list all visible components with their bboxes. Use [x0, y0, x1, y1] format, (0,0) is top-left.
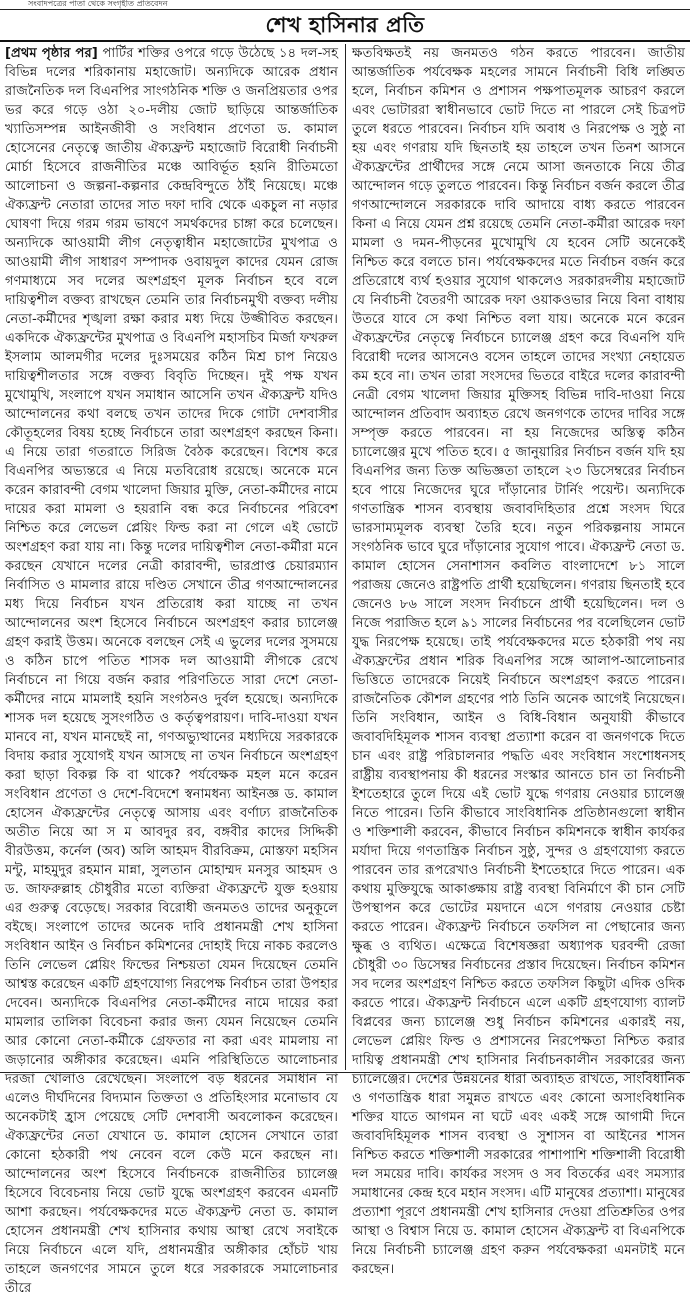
- top-strip-text: সংবাদপত্রের পাতা থেকে সংগৃহীত প্রতিবেদন: [28, 0, 168, 8]
- article-paragraph-left: [5, 44, 338, 1298]
- right-column-text: ক্ষতবিক্ষতই নয় জনমতও গঠন করতে পারবেন। জাতীয় আন্তর্জাতিক পর্যবেক্ষক মহলের সামনে নির্বাচনী বিধি লঙ্ঘিত হলে, নির্বাচন কমিশন ও প্রশাসন পক্ষপাতমূলক আচরণ করলে এবং ভোটাররা স্বাধীনভাবে ভোট দিতে না পারলে সেই চিত্রপট তুলে ধরতে পারবেন। নির্বাচন যদি অবাধ ও নিরপেক্ষ ও সুষ্ঠু না হয় এবং গণরায় যদি ছিনতাই হয় তাহলে তখন তিনশ আসনে ঐক্যফ্রন্টের প্রার্থীদের সঙ্গে নেমে আসা জনতাকে নিয়ে তীব্র আন্দোলন গড়ে তুলতে পারবেন। কিন্তু নির্বাচন বর্জন করলে তীব্র গণআন্দোলনে সরকারকে দাবি আদায়ে বাধ্য করতে পারবেন কিনা এ নিয়ে যেমন প্রশ্ন রয়েছে তেমনি নেতা-কর্মীরা আরেক দফা মামলা ও দমন-পীড়নের মুখোমুখি যে হবেন সেটি অনেকেই নিশ্চিত করে বলতে চান। পর্যবেক্ষকদের মতে নির্বাচন বর্জন করে প্রতিরোধে ব্যর্থ হওয়ার সুযোগ থাকলেও সরকারদলীয় মহাজোট যে নির্বাচনী বৈতরণী আরেক দফা ওয়াকওভার নিয়ে বিনা বাধায় উতরে যাবে সে কথা নিশ্চিত বলা যায়। অনেকে মনে করেন ঐক্যফ্রন্টের নেতৃত্বে নির্বাচনে চ্যালেঞ্জ গ্রহণ করে বিএনপি যদি বিরোধী দলের আসনেও বসেন তাহলে তাদের সংখ্যা নেহায়েত কম হবে না। তখন তারা সংসদের ভিতরে বাইরে দলের কারাবন্দী নেত্রী বেগম খালেদা জিয়ার মুক্তিসহ বিভিন্ন দাবি-দাওয়া নিয়ে আন্দোলন প্রতিবাদ অব্যাহত রেখে জনগণকে তাদের দাবির সঙ্গে সম্পৃক্ত করতে পারবেন। না হয় নিজেদের অস্তিত্ব কঠিন চ্যালেঞ্জের মুখে পতিত হবে। ৫ জানুয়ারির নির্বাচন বর্জন যদি হয় বিএনপির জন্য তিক্ত অভিজ্ঞতা তাহলে ২৩ ডিসেম্বরের নির্বাচন হবে পায়ে নিজেদের ঘুরে দাঁড়ানোর টার্নিং পয়েন্ট। অন্যদিকে গণতান্ত্রিক শাসন ব্যবস্থায় জবাবদিহিতার প্রশ্নে সংসদ ঘিরে ভারসাম্যমূলক ব্যবস্থা তৈরি হবে। নতুন পরিকল্পনায় সামনে সংগঠনিক ভাবে ঘুরে দাঁড়ানোর সুযোগ পাবে। ঐক্যফ্রন্ট নেতা ড. কামাল হোসেন সেনাশাসন কবলিত বাংলাদেশে ৮১ সালে পরাজয় জেনেও রাষ্ট্রপতি প্রার্থী হয়েছিলেন। গণরায় ছিনতাই হবে জেনেও ৮৬ সালে সংসদ নির্বাচনে প্রার্থী হয়েছিলেন। দল ও নিজে পরাজিত হলে ৯১ সালের নির্বাচনের পর বলেছিলেন ভোট যুদ্ধ নিরপেক্ষ হয়েছে। তাই পর্যবেক্ষকদের মতে হঠকারী পথ নয় ঐক্যফ্রন্টের প্রধান শরিক বিএনপির সঙ্গে আলাপ-আলোচনার ভিত্তিতে তাদেরকে নিয়েই নির্বাচনে অংশগ্রহণ করতে পারেন। রাজনৈতিক কৌশল গ্রহণের পাঠ তিনি অনেক আগেই নিয়েছেন। তিনি সংবিধান, আইন ও বিধি-বিধান অনুযায়ী কীভাবে জবাবদিহিমূলক শাসন ব্যবস্থা প্রত্যাশা করেন বা জনগণকে দিতে চান এবং রাষ্ট্র পরিচালনার পদ্ধতি এবং সংবিধান সংশোধনসহ রাষ্ট্রীয় ব্যবস্থাপনায় কী ধরনের সংস্কার আনতে চান তা নির্বাচনী ইশতেহারে তুলে দিয়ে এই ভোট যুদ্ধে গণরায় নেওয়ার চ্যালেঞ্জ নিতে পারেন। তিনি কীভাবে সাংবিধানিক প্রতিষ্ঠানগুলো স্বাধীন ও শক্তিশালী করবেন, কীভাবে নির্বাচন কমিশনকে স্বাধীন কার্যকর মর্যাদা দিয়ে গণতান্ত্রিক নির্বাচন সুষ্ঠু, সুন্দর ও গ্রহণযোগ্য করতে পারবেন তার রূপরেখাও নির্বাচনী ইশতেহারে দিতে পারেন। এক কথায় মুক্তিযুদ্ধে আকাঙ্ক্ষায় রাষ্ট্র ব্যবস্থা বিনির্মাণে কী চান সেটি উপস্থাপন করে ভোটের ময়দানে এসে গণরায় নেওয়ার চেষ্টা করতে পারেন। ঐক্যফ্রন্ট নির্বাচনে তফসিল না পেছানোর জন্য ক্ষুব্ধ ও ব্যথিত। এক্ষেত্রে বিশেষজ্ঞরা অধ্যাপক ঘরবন্দী রেজা চৌধুরী ৩০ ডিসেম্বর নির্বাচনের প্রস্তাব দিয়েছেন। নির্বাচন কমিশন সব দলের অংশগ্রহণ নিশ্চিত করতে তফসিল কিছুটা এদিক ওদিক করতে পারে। ঐক্যফ্রন্ট নির্বাচনে এলে একটি গ্রহণযোগ্য ব্যালট বিপ্লবের জন্য চ্যালেঞ্জ শুধু নির্বাচন কমিশনের একারই নয়, লেভেল প্লেয়িং ফিল্ড ও প্রশাসনের নিরপেক্ষতা নিশ্চিত করার দায়িত্ব প্রধানমন্ত্রী শেখ হাসিনার নির্বাচনকালীন সরকারের জন্য চ্যালেঞ্জের। দেশের উন্নয়নের ধারা অব্যাহত রাখতে, সাংবিধানিক ও গণতান্ত্রিক ধারা সমুন্নত রাখতে এবং কোনো অসাংবিধানিক শক্তির যাতে আগমন না ঘটে এবং একই সঙ্গে আগামী দিনে জবাবদিহিমূলক শাসন ব্যবস্থা ও সুশাসন বা আইনের শাসন নিশ্চিত করতে শক্তিশালী সরকারের পাশাপাশি শক্তিশালী বিরোধী দল সময়ের দাবি। কার্যকর সংসদ ও সব বিতর্কের এবং সমস্যার সমাধানের কেন্দ্র হবে মহান সংসদ। এটি মানুষের প্রত্যাশা। মানুষের প্রত্যাশা পূরণে প্রধানমন্ত্রী শেখ হাসিনার দেওয়া প্রতিশ্রুতির ওপর আস্থা ও বিশ্বাস নিয়ে ড. কামাল হোসেন ঐক্যফ্রন্ট বা বিএনপিকে নিয়ে নির্বাচনী চ্যালেঞ্জ গ্রহণ করুন পর্যবেক্ষকরা এমনটাই মনে করছেন।: [352, 46, 685, 1277]
- top-clipped-strip: [0, 0, 690, 8]
- continuation-label: [প্রথম পৃষ্ঠার পর]: [5, 46, 98, 61]
- page-headline: শেখ হাসিনার প্রতি: [265, 13, 425, 37]
- article-column-left: [5, 44, 338, 1296]
- article-column-right: [352, 44, 685, 1277]
- footer-rule: [0, 1072, 690, 1073]
- headline-divider: [0, 40, 690, 42]
- left-column-text: পার্টির শক্তির ওপরে গড়ে উঠেছে ১৪ দল-সহ বিভিন্ন দলের শরিকানায় মহাজোট। অন্যদিকে আরেক প্রধান রাজনৈতিক দল বিএনপির সাংগঠনিক শক্তি ও জনপ্রিয়তার ওপর ভর করে গড়ে ওঠা ২০-দলীয় জোট ছাড়িয়ে আন্তর্জাতিক খ্যাতিসম্পন্ন আইনজীবী ও সংবিধান প্রণেতা ড. কামাল হোসেনের নেতৃত্বে জাতীয় ঐক্যফ্রন্ট মহাজোট বিরোধী নির্বাচনী মোর্চা হিসেবে রাজনীতির মঞ্চে আবির্ভূত হয়নি রীতিমতো আলোচনা ও জল্পনা-কল্পনার কেন্দ্রবিন্দুতে ঠাঁই নিয়েছে। মঞ্চে ঐক্যফ্রন্ট নেতারা তাদের সাত দফা দাবি থেকে একচুল না নড়ার ঘোষণা দিয়ে গরম গরম ভাষণে সমর্থকদের চাঙ্গা করে চলেছেন। অন্যদিকে আওয়ামী লীগ নেতৃত্বাধীন মহাজোটের মুখপাত্র ও আওয়ামী লীগ সাধারণ সম্পাদক ওবায়দুল কাদের যেমন রোজ গণমাধ্যমে সব দলের অংশগ্রহণ মূলক নির্বাচন হবে বলে দায়িত্বশীল বক্তব্য রাখছেন তেমনি তার নির্বাচনমুখী বক্তব্য দলীয় নেতা-কর্মীদের শৃঙ্খলা রক্ষা করার মধ্য দিয়ে উজ্জীবিত করছেন। একদিকে ঐক্যফ্রন্টের মুখপাত্র ও বিএনপি মহাসচিব মির্জা ফখরুল ইসলাম আলমগীর দলের দুঃসময়ের কঠিন মিশ্র চাপ নিয়েও দায়িত্বশীলতার সঙ্গে বক্তব্য বিবৃতি দিচ্ছেন। দুই পক্ষ যখন মুখোমুখি, সংলাপে যখন সমাধান আসেনি তখন ঐক্যফ্রন্ট যদিও আন্দোলনের কথা বলছে তখন তাদের দিকে গোটা দেশবাসীর কৌতূহলের বিষয় হচ্ছে নির্বাচনে তারা অংশগ্রহণ করছেন কিনা। এ নিয়ে তারা গতরাতে সিরিজ বৈঠক করেছেন। বিশেষ করে বিএনপির অভ্যন্তরে এ নিয়ে মতবিরোধ রয়েছে। অনেকে মনে করেন কারাবন্দী বেগম খালেদা জিয়ার মুক্তি, নেতা-কর্মীদের নামে দায়ের করা মামলা ও হয়রানি বন্ধ করে নির্বাচনের পরিবেশ নিশ্চিত করে লেভেল প্লেয়িং ফিল্ড করা না গেলে এই ভোটে অংশগ্রহণ করা যায় না। কিন্তু দলের দায়িত্বশীল নেতা-কর্মীরা মনে করছেন যেখানে দলের নেত্রী কারাবন্দী, ভারপ্রাপ্ত চেয়ারম্যান নির্বাসিত ও মামলার রায়ে দণ্ডিত সেখানে তীব্র গণআন্দোলনের মধ্য দিয়ে নির্বাচন যখন প্রতিরোধ করা যাচ্ছে না তখন আন্দোলনের অংশ হিসেবে নির্বাচনে অংশগ্রহণ করার চ্যালেঞ্জ গ্রহণ করাই উত্তম। অনেকে বলছেন সেই এ ভুলের দলের সুসময়ে ও কঠিন চাপে পতিত শাসক দল আওয়ামী লীগকে রেখে নির্বাচনে না গিয়ে বর্জন করার পরিণতিতে সারা দেশে নেতা-কর্মীদের নামে মামলাই হয়নি সংগঠনও দুর্বল হয়েছে। অন্যদিকে শাসক দল হয়েছে সুসংগঠিত ও কর্তৃত্বপরায়ণ। দাবি-দাওয়া যখন মানবে না, যখন মানছেই না, গণঅভ্যুত্থানের মধ্যদিয়ে সরকারকে বিদায় করার সুযোগই যখন আসছে না তখন নির্বাচনে অংশগ্রহণ করা ছাড়া বিকল্প কি বা থাকে? পর্যবেক্ষক মহল মনে করেন সংবিধান প্রণেতা ও দেশে-বিদেশে স্বনামধন্য আইনজ্ঞ ড. কামাল হোসেন ঐক্যফ্রন্টের নেতৃত্বে আসায় এবং বর্ণাঢ্য রাজনৈতিক অতীত নিয়ে আ স ম আবদুর রব, বঙ্গবীর কাদের সিদ্দিকী বীরউত্তম, কর্নেল (অব) অলি আহমদ বীরবিক্রম, মোস্তফা মহসিন মন্টু, মাহমুদুর রহমান মান্না, সুলতান মোহাম্মদ মনসুর আহমদ ও ড. জাফরুল্লাহ চৌধুরীর মতো ব্যক্তিরা ঐক্যফ্রন্টে যুক্ত হওয়ায় এর গুরুত্ব বেড়েছে। সরকার বিরোধী জনমতও তাদের অনুকূলে বইছে। সংলাপে তাদের অনেক দাবি প্রধানমন্ত্রী শেখ হাসিনা সংবিধান আইন ও নির্বাচন কমিশনের দোহাই দিয়ে নাকচ করলেও তিনি লেভেল প্লেয়িং ফিল্ডের নিশ্চয়তা যেমন দিয়েছেন তেমনি আশ্বস্ত করেছেন একটি গ্রহণযোগ্য নিরপেক্ষ নির্বাচন তারা উপহার দেবেন। অন্যদিকে বিএনপির নেতা-কর্মীদের নামে দায়ের করা মামলার তালিকা বিবেচনা করার জন্য যেমন নিয়েছেন তেমনি আর কোনো নেতা-কর্মীকে গ্রেফতার না করা এবং মামলায় না জড়ানোর অঙ্গীকার করেছেন। এমনি পরিস্থিতিতে আলোচনার দরজা খোলাও রেখেছেন। সংলাপে বড় ধরনের সমাধান না এলেও দীর্ঘদিনের বিদ্যমান তিক্ততা ও প্রতিহিংসার মনোভাব যে অনেকটাই হ্রাস পেয়েছে সেটি দেশবাসী অবলোকন করেছেন। ঐক্যফ্রন্টের নেতা যেখানে ড. কামাল হোসেন সেখানে তারা কোনো হঠকারী পথ নেবেন বলে কেউ মনে করছেন না। আন্দোলনের অংশ হিসেবে নির্বাচনকে রাজনীতির চ্যালেঞ্জ হিসেবে বিবেচনায় নিয়ে ভোট যুদ্ধে অংশগ্রহণ করবেন এমনটি আশা করছেন। পর্যবেক্ষকদের মতে ঐক্যফ্রন্ট নেতা ড. কামাল হোসেন প্রধানমন্ত্রী শেখ হাসিনার কথায় আস্থা রেখে সবাইকে নিয়ে নির্বাচনে এলে যদি, প্রধানমন্ত্রীর অঙ্গীকার হোঁচট খায় তাহলে জনগণের সামনে তুলে ধরে সরকারকে সমালোচনার তীরে: [5, 46, 338, 1296]
- column-divider: [345, 44, 346, 1070]
